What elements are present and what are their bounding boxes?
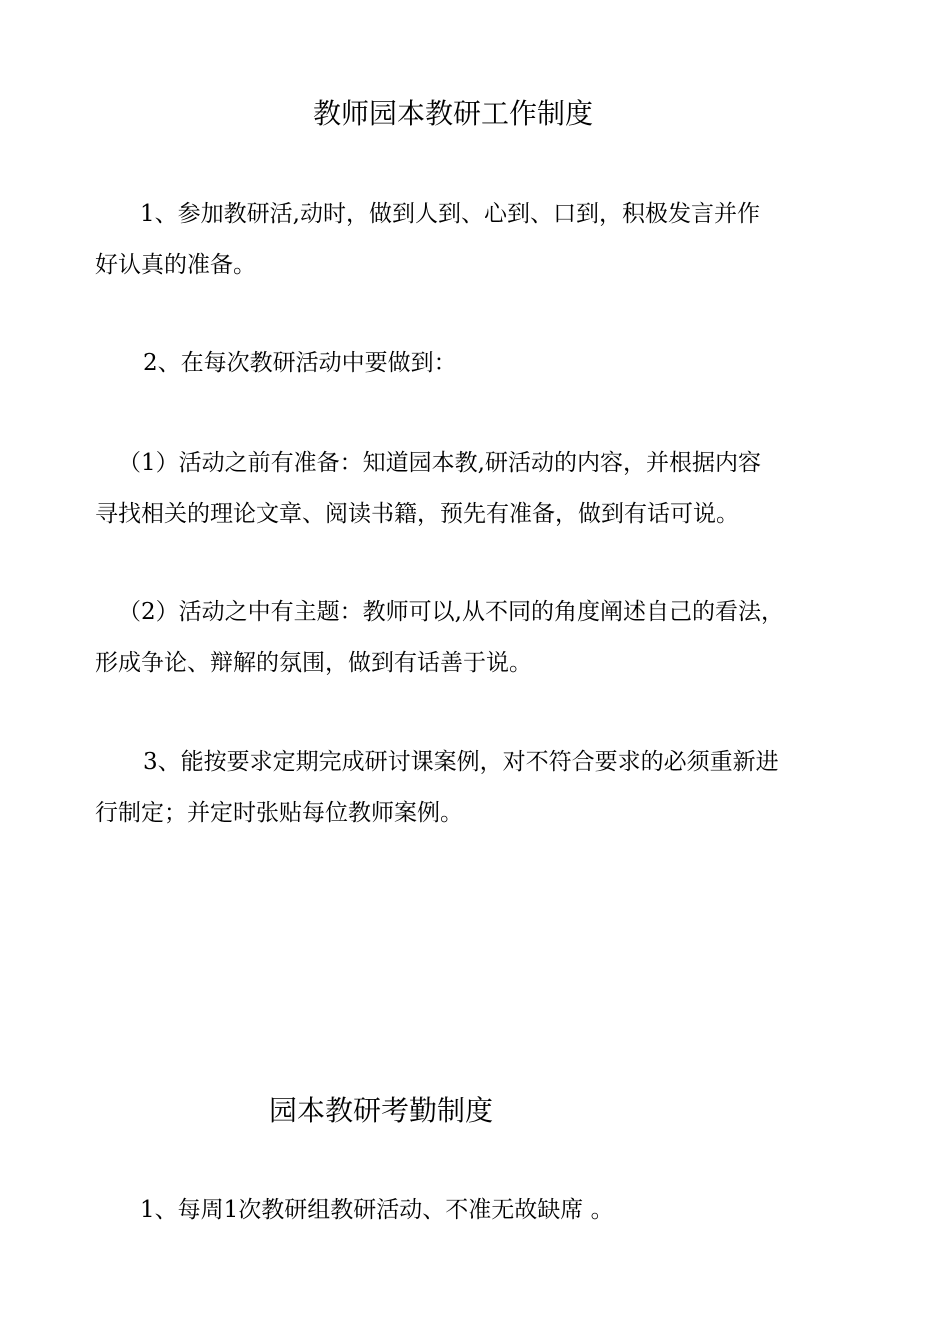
paragraph-line: （2）活动之中有主题：教师可以,从不同的角度阐述自己的看法， (118, 599, 784, 625)
paragraph-line: 形成争论、辩解的氛围，做到有话善于说。 (95, 650, 532, 676)
paragraph-line: 1、每周1次教研组教研活动、不准无故缺席 。 (140, 1197, 614, 1223)
section-title-work-rules: 教师园本教研工作制度 (312, 97, 593, 130)
paragraph-line: 2、在每次教研活动中要做到： (143, 350, 457, 376)
paragraph-line: 寻找相关的理论文章、阅读书籍，预先有准备，做到有话可说。 (95, 501, 739, 527)
paragraph-5 (95, 737, 903, 839)
paragraph-line: 1、参加教研活,动时，做到人到、心到、口到，积极发言并作 (140, 201, 760, 227)
paragraph-6 (140, 1185, 900, 1236)
paragraph-1 (95, 189, 860, 291)
section-title-attendance-rules: 园本教研考勤制度 (268, 1094, 493, 1127)
paragraph-2 (143, 338, 903, 389)
paragraph-line: 3、能按要求定期完成研讨课案例，对不符合要求的必须重新进 (143, 749, 779, 775)
paragraph-3 (95, 438, 878, 540)
paragraph-4 (95, 587, 878, 689)
paragraph-line: （1）活动之前有准备：知道园本教,研活动的内容，并根据内容 (118, 450, 761, 476)
paragraph-line: 行制定；并定时张贴每位教师案例。 (95, 800, 463, 826)
paragraph-line: 好认真的准备。 (95, 252, 256, 278)
